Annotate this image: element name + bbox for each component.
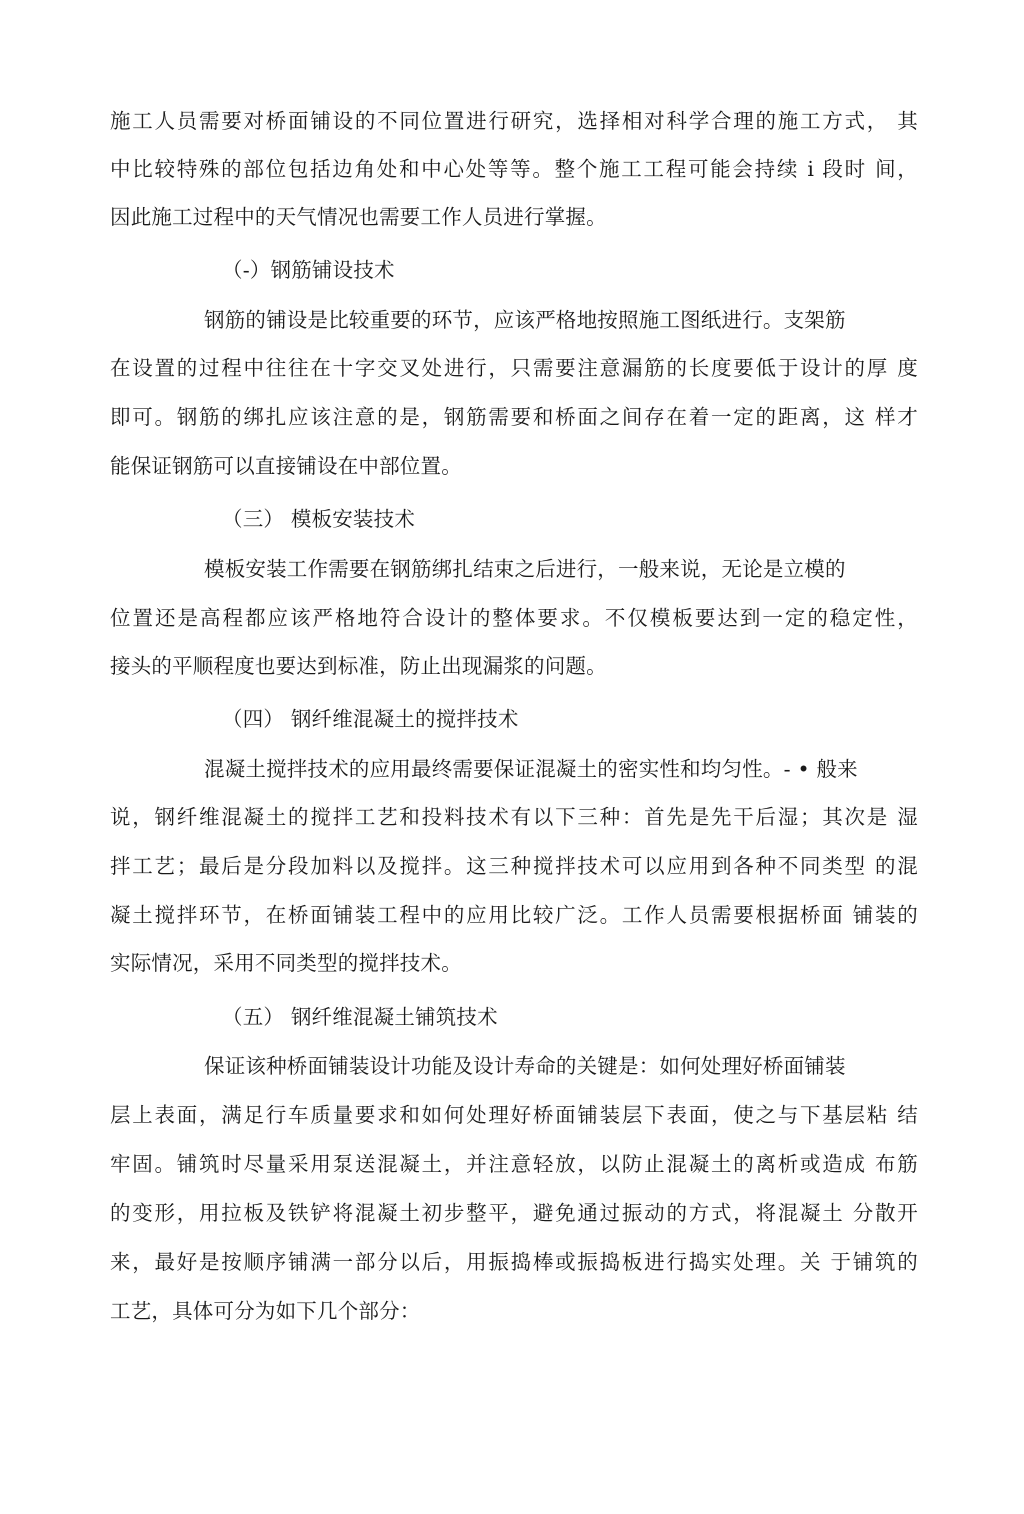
section-heading-5: （五） 钢纤维混凝土铺筑技术 <box>222 1005 498 1029</box>
body-text-line: 施工人员需要对桥面铺设的不同位置进行研究，选择相对科学合理的施工方式， 其 <box>110 109 918 133</box>
body-text-line: 来，最好是按顺序铺满一部分以后，用振捣棒或振捣板进行捣实处理。关 于铺筑的 <box>110 1250 918 1274</box>
body-text-line: 保证该种桥面铺装设计功能及设计寿命的关键是：如何处理好桥面铺装 <box>204 1054 846 1078</box>
body-text-line: 即可。钢筋的绑扎应该注意的是，钢筋需要和桥面之间存在着一定的距离，这 样才 <box>110 405 918 429</box>
body-text-line: 工艺，具体可分为如下几个部分： <box>110 1299 421 1323</box>
body-text-line: 钢筋的铺设是比较重要的环节，应该严格地按照施工图纸进行。支架筋 <box>204 308 846 332</box>
section-heading-1: （-）钢筋铺设技术 <box>222 258 395 282</box>
body-text-line: 说，钢纤维混凝土的搅拌工艺和投料技术有以下三种：首先是先干后湿；其次是 湿 <box>110 805 918 829</box>
section-heading-3: （三） 模板安装技术 <box>222 507 416 531</box>
body-text-line: 牢固。铺筑时尽量采用泵送混凝土，并注意轻放，以防止混凝土的离析或造成 布筋 <box>110 1152 918 1176</box>
body-text-line: 层上表面，满足行车质量要求和如何处理好桥面铺装层下表面，使之与下基层粘 结 <box>110 1103 918 1127</box>
body-text-line: 模板安装工作需要在钢筋绑扎结束之后进行，一般来说，无论是立模的 <box>204 557 846 581</box>
body-text-line: 能保证钢筋可以直接铺设在中部位置。 <box>110 454 462 478</box>
body-text-line: 位置还是高程都应该严格地符合设计的整体要求。不仅模板要达到一定的稳定性， <box>110 606 918 630</box>
body-text-line: 在设置的过程中往往在十字交叉处进行，只需要注意漏筋的长度要低于设计的厚 度 <box>110 356 918 380</box>
body-text-line: 凝土搅拌环节，在桥面铺装工程中的应用比较广泛。工作人员需要根据桥面 铺装的 <box>110 903 918 927</box>
body-text-line: 实际情况，采用不同类型的搅拌技术。 <box>110 951 462 975</box>
body-text-line: 接头的平顺程度也要达到标准，防止出现漏浆的问题。 <box>110 654 607 678</box>
section-heading-4: （四） 钢纤维混凝土的搅拌技术 <box>222 707 519 731</box>
body-text-line: 中比较特殊的部位包括边角处和中心处等等。整个施工工程可能会持续 i 段时 间， <box>110 157 918 181</box>
body-text-line: 的变形，用拉板及铁铲将混凝土初步整平，避免通过振动的方式，将混凝土 分散开 <box>110 1201 918 1225</box>
body-text-line: 因此施工过程中的天气情况也需要工作人员进行掌握。 <box>110 205 607 229</box>
body-text-line: 拌工艺；最后是分段加料以及搅拌。这三种搅拌技术可以应用到各种不同类型 的混 <box>110 854 918 878</box>
body-text-line: 混凝土搅拌技术的应用最终需要保证混凝土的密实性和均匀性。- • 般来 <box>204 757 858 781</box>
